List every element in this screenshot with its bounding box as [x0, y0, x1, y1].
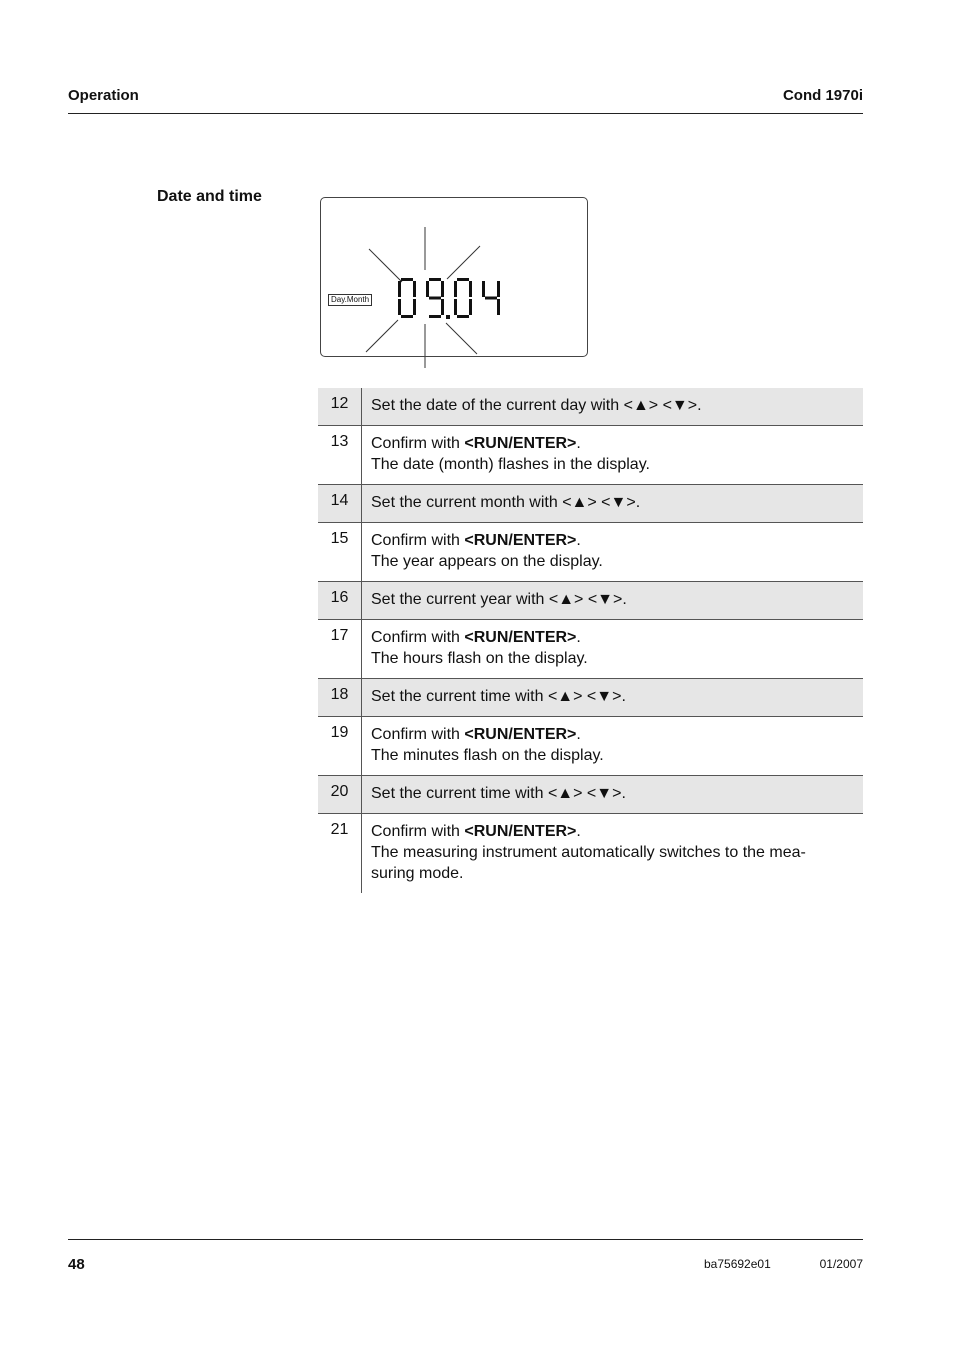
step-text [362, 485, 864, 523]
step-row [318, 776, 863, 814]
step-line: Set the current time with <▲> <▼>. [371, 688, 626, 705]
step-line: Set the current time with <▲> <▼>. [371, 785, 626, 802]
step-number: 19 [318, 717, 362, 776]
step-text [362, 582, 864, 620]
step-row [318, 679, 863, 717]
step-row [318, 523, 863, 582]
step-text [362, 776, 864, 814]
step-line: Confirm with <RUN/ENTER>. [371, 532, 581, 549]
step-line: Confirm with <RUN/ENTER>. [371, 629, 581, 646]
step-row [318, 485, 863, 523]
step-line: The year appears on the display. [371, 553, 603, 570]
step-row [318, 620, 863, 679]
header-product: Cond 1970i [782, 87, 863, 104]
step-line: The measuring instrument automatically switches to the mea- [371, 844, 806, 861]
step-line: Set the current month with <▲> <▼>. [371, 494, 641, 511]
section-title: Date and time [157, 188, 262, 205]
step-line: Confirm with <RUN/ENTER>. [371, 726, 581, 743]
display-digit [426, 278, 444, 318]
step-text [362, 814, 864, 894]
step-text [362, 523, 864, 582]
step-row [318, 814, 863, 894]
step-number: 17 [318, 620, 362, 679]
display-digit [482, 281, 500, 315]
step-line: The minutes flash on the display. [371, 747, 604, 764]
header-section: Operation [68, 87, 139, 104]
step-line: Confirm with <RUN/ENTER>. [371, 823, 581, 840]
page-number: 48 [68, 1256, 85, 1273]
step-row [318, 717, 863, 776]
step-row [318, 388, 863, 426]
step-line: The hours flash on the display. [371, 650, 588, 667]
step-row [318, 582, 863, 620]
step-number: 20 [318, 776, 362, 814]
steps-table [318, 388, 863, 893]
step-line: Confirm with <RUN/ENTER>. [371, 435, 581, 452]
step-text [362, 717, 864, 776]
step-row [318, 426, 863, 485]
document-id: ba75692e01 [704, 1257, 771, 1271]
step-line: suring mode. [371, 865, 464, 882]
document-date: 01/2007 [819, 1257, 863, 1271]
display-digits [398, 278, 518, 327]
step-text [362, 388, 864, 426]
step-line: Set the current year with <▲> <▼>. [371, 591, 627, 608]
header-rule [68, 113, 863, 114]
step-number: 12 [318, 388, 362, 426]
step-text [362, 620, 864, 679]
display-digit [454, 278, 472, 318]
step-number: 14 [318, 485, 362, 523]
step-number: 21 [318, 814, 362, 894]
step-number: 15 [318, 523, 362, 582]
footer-rule [68, 1239, 863, 1240]
step-text [362, 426, 864, 485]
step-text [362, 679, 864, 717]
step-number: 16 [318, 582, 362, 620]
step-line: The date (month) flashes in the display. [371, 456, 650, 473]
step-number: 13 [318, 426, 362, 485]
step-line: Set the date of the current day with <▲> <▼>. [371, 397, 702, 414]
step-number: 18 [318, 679, 362, 717]
display-decimal-point [446, 315, 450, 319]
display-digit [398, 278, 416, 318]
display-label: Day.Month [328, 294, 372, 306]
lcd-display [320, 197, 588, 357]
